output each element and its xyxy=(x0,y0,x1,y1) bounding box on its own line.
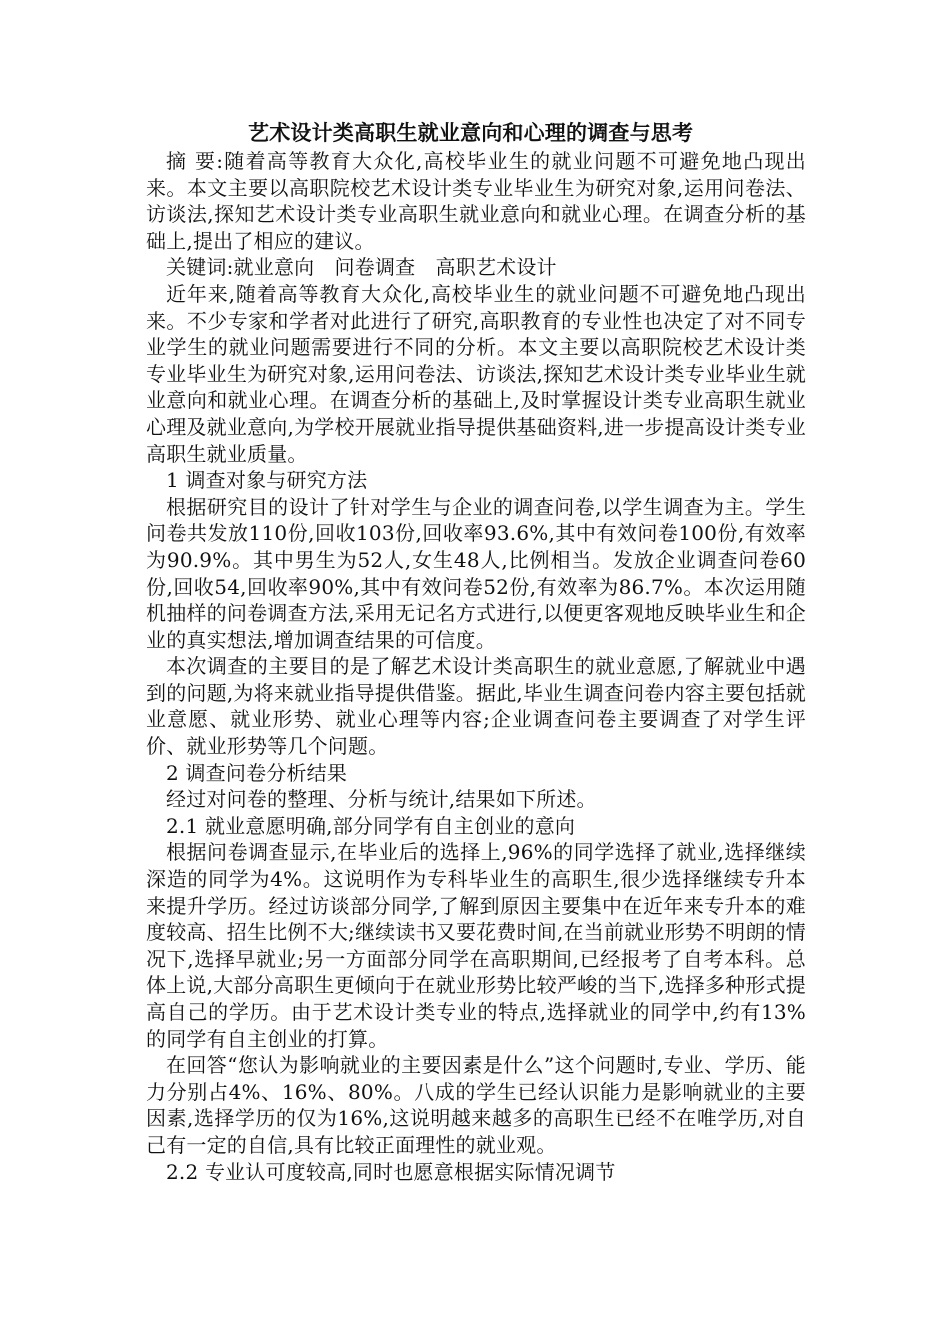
subsection-heading-2-2: 2.2 专业认可度较高,同时也愿意根据实际情况调节 xyxy=(166,1159,616,1184)
method-paragraph: 根据研究目的设计了针对学生与企业的调查问卷,以学生调查为主。学生问卷共发放110份,回收103份,回收率93.6%,其中有效问卷100份,有效率为90.9%。其中男生为52人,女生48人,比例相当。发放企业调查问卷60份,回收54,回收率90%,其中有效问卷52份,有效率为86.7%。本次运用随机抽样的问卷调查方法,采用无记名方式进行,以便更客观地反映毕业生和企业的真实想法,增加调查结果的可信度。 xyxy=(146,494,806,652)
section-heading-2: 2 调查问卷分析结果 xyxy=(166,760,348,785)
results-intro-paragraph: 经过对问卷的整理、分析与统计,结果如下所述。 xyxy=(166,787,597,812)
document-page xyxy=(146,118,806,1185)
subsection-heading-2-1: 2.1 就业意愿明确,部分同学有自主创业的意向 xyxy=(166,813,576,838)
keywords-line: 关键词:就业意向 问卷调查 高职艺术设计 xyxy=(166,255,557,280)
purpose-paragraph: 本次调查的主要目的是了解艺术设计类高职生的就业意愿,了解就业中遇到的问题,为将来就业指导提供借鉴。据此,毕业生调查问卷内容主要包括就业意愿、就业形势、就业心理等内容;企业调查问卷主要调查了对学生评价、就业形势等几个问题。 xyxy=(146,654,806,759)
employment-choice-paragraph: 根据问卷调查显示,在毕业后的选择上,96%的同学选择了就业,选择继续深造的同学为4%。这说明作为专科毕业生的高职生,很少选择继续专升本来提升学历。经过访谈部分同学,了解到原因主要集中在近年来专升本的难度较高、招生比例不大;继续读书又要花费时间,在当前就业形势不明朗的情况下,选择早就业;另一方面部分同学在高职期间,已经报考了自考本科。总体上说,大部分高职生更倾向于在就业形势比较严峻的当下,选择多种形式提高自己的学历。由于艺术设计类专业的特点,选择就业的同学中,约有13%的同学有自主创业的打算。 xyxy=(146,840,806,1051)
intro-paragraph: 近年来,随着高等教育大众化,高校毕业生的就业问题不可避免地凸现出来。不少专家和学者对此进行了研究,高职教育的专业性也决定了对不同专业学生的就业问题需要进行不同的分析。本文主要以高职院校艺术设计类专业毕业生为研究对象,运用问卷法、访谈法,探知艺术设计类专业毕业生就业意向和就业心理。在调查分析的基础上,及时掌握设计类专业高职生就业心理及就业意向,为学校开展就业指导提供基础资料,进一步提高设计类专业高职生就业质量。 xyxy=(146,281,806,466)
abstract-paragraph: 摘 要:随着高等教育大众化,高校毕业生的就业问题不可避免地凸现出来。本文主要以高职院校艺术设计类专业毕业生为研究对象,运用问卷法、访谈法,探知艺术设计类专业高职生就业意向和就业心理。在调查分析的基础上,提出了相应的建议。 xyxy=(146,149,806,253)
document-title: 艺术设计类高职生就业意向和心理的调查与思考 xyxy=(248,121,694,145)
section-heading-1: 1 调查对象与研究方法 xyxy=(166,468,368,493)
factors-paragraph: 在回答“您认为影响就业的主要因素是什么”这个问题时,专业、学历、能力分别占4%、16%、80%。八成的学生已经认识能力是影响就业的主要因素,选择学历的仅为16%,这说明越来越多的高职生已经不在唯学历,对自己有一定的自信,具有比较正面理性的就业观。 xyxy=(146,1053,806,1157)
